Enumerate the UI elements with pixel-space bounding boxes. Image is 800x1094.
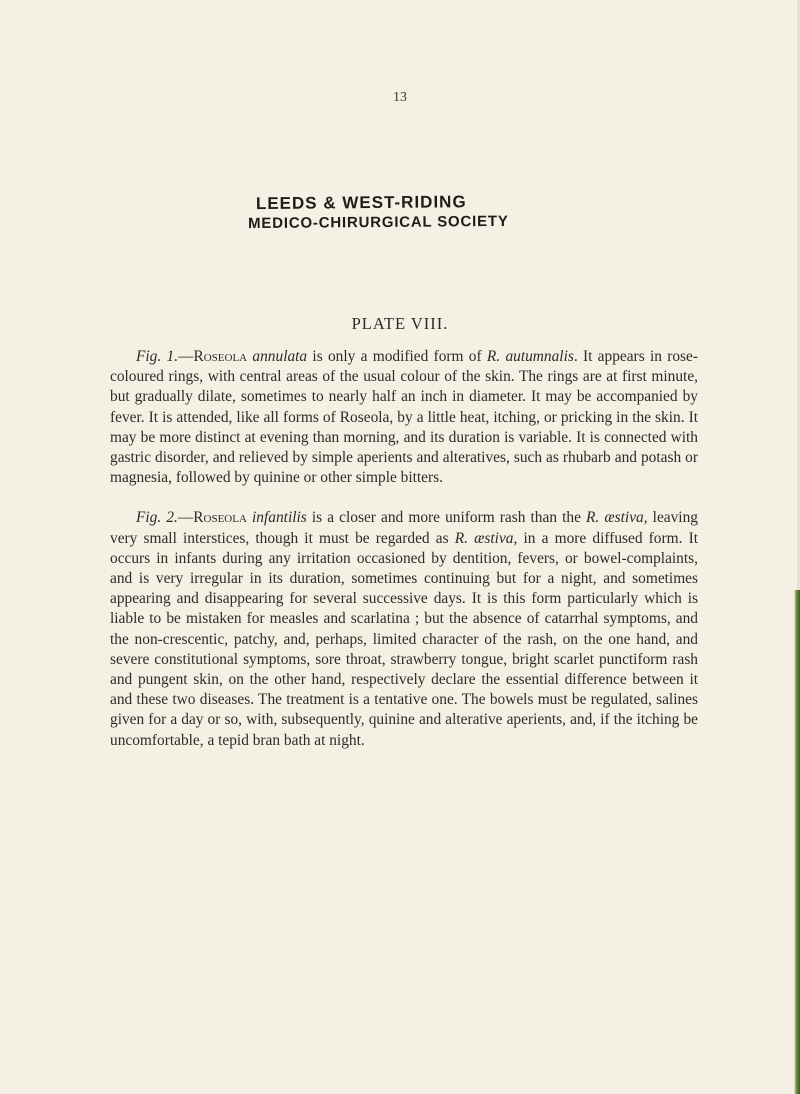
fig-2-text-c: , in a more diffused form. It occurs in infants during any irritation occasioned by dentition, fevers, or bowel-complaints, and is very irregular in its duration, sometimes continuing but for a night, and sometimes appearing and disappearing for several successive days. It is this form particularly which is liable to be mistaken for measles and scarlatina ; but the absence of catarrhal symptoms, and the non-crescentic, patchy, and, perhaps, limited character of the rash, on the one hand, and severe constitutional symptoms, sore throat, strawberry tongue, bright scarlet punctiform rash and pungent skin, on the other hand, respectively declare the essential difference between it and these two diseases. The treatment is a tentative one. The bowels must be regulated, salines given for a day or so, with, subsequently, quinine and alterative aperients, and, if the itching be uncomfortable, a tepid bran bath at night. (110, 529, 698, 749)
fig-1-disease-name: Roseola (193, 348, 248, 365)
plate-title: PLATE VIII. (351, 314, 449, 333)
fig-2-label: Fig. 2. (136, 509, 178, 527)
fig-2-disease-name: Roseola (193, 509, 247, 527)
fig-1-label: Fig. 1. (136, 348, 179, 365)
fig-2-text-b: , leaving very small interstices, though it must be regarded as (110, 509, 698, 547)
fig-2-text-a: is a closer and more uniform rash than the (306, 509, 587, 527)
plate-description (110, 347, 698, 771)
fig-1-reference: R. autumnalis (486, 348, 574, 365)
page-number: 13 (393, 90, 407, 105)
fig-1-dash: — (178, 348, 194, 365)
fig-1-text-a: is only a modified form of (307, 348, 487, 365)
stamp-line-2: MEDICO-CHIRURGICAL SOCIETY (248, 212, 509, 233)
fig-1-text-b: . It appears in rose-coloured rings, with central areas of the usual colour of the skin. The rings are at first minute, but gradually dilate, sometimes to nearly half an inch in diameter. It may be accompanied by fever. It is attended, like all forms of Roseola, by a little heat, itching, or pricking in the skin. It may be more distinct at evening than morning, and its duration is variable. It is connected with gastric disorder, and relieved by simple aperients and alteratives, such as rhubarb and potash or magnesia, followed by quinine or other simple bitters. (110, 348, 698, 487)
fig-2-species: infantilis (252, 509, 307, 527)
fig-1-species: annulata (252, 348, 308, 365)
fig-1-paragraph (110, 347, 698, 488)
fig-2-reference-2: R. æstiva (454, 529, 514, 547)
fig-2-paragraph (110, 508, 698, 750)
library-stamp (248, 192, 509, 234)
fig-2-dash: — (177, 509, 194, 527)
stamp-line-1: LEEDS & WEST-RIDING (255, 192, 467, 214)
plate-edge-green (794, 590, 800, 1094)
fig-2-reference-1: R. æstiva (586, 509, 644, 527)
